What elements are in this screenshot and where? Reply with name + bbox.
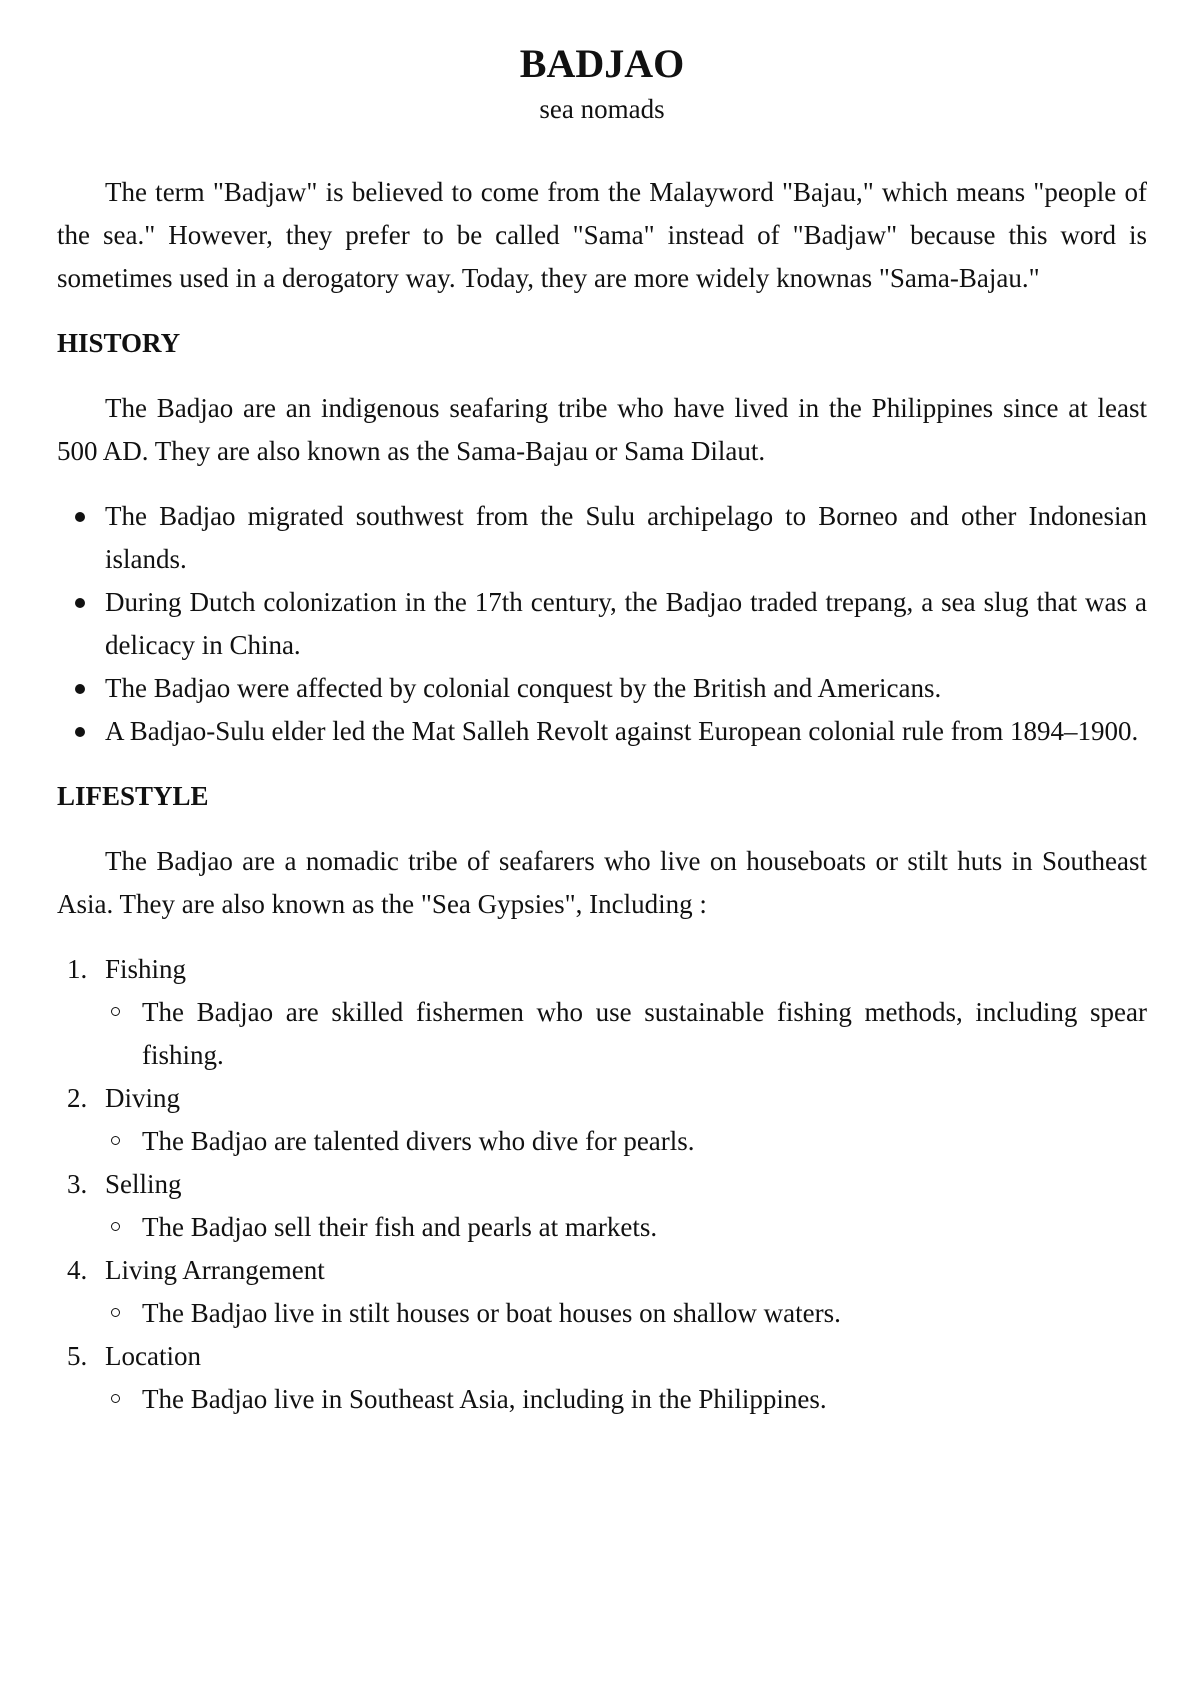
lifestyle-item-detail: The Badjao live in Southeast Asia, including in the Philippines.: [142, 1384, 827, 1414]
history-bullet-item: [57, 495, 1147, 581]
list-number: 4.: [67, 1255, 88, 1285]
hollow-bullet-icon: [111, 1136, 120, 1145]
history-bullet-text: The Badjao migrated southwest from the Sulu archipelago to Borneo and other Indonesian islands.: [105, 501, 1147, 574]
history-bullet-text: A Badjao-Sulu elder led the Mat Salleh Revolt against European colonial rule from 1894–1900.: [105, 716, 1139, 746]
lifestyle-item-label: Selling: [105, 1169, 182, 1199]
hollow-bullet-icon: [111, 1007, 120, 1016]
intro-paragraph: The term "Badjaw" is believed to come from the Malayword "Bajau," which means "people of the sea." However, they prefer to be called "Sama" instead of "Badjaw" because this word is sometimes used in a derogatory way. Today, they are more widely knownas "Sama-Bajau.": [57, 177, 1147, 293]
bullet-dot-icon: [75, 598, 85, 608]
history-paragraph: The Badjao are an indigenous seafaring tribe who have lived in the Philippines since at least 500 AD. They are also known as the Sama-Bajau or Sama Dilaut.: [57, 393, 1147, 466]
lifestyle-list-item: [57, 1077, 1147, 1163]
hollow-bullet-icon: [111, 1308, 120, 1317]
history-bullet-item: [57, 667, 1147, 710]
bullet-dot-icon: [75, 684, 85, 694]
lifestyle-item-label: Diving: [105, 1083, 181, 1113]
lifestyle-sub-item: [57, 991, 1147, 1077]
bullet-dot-icon: [75, 727, 85, 737]
document-page: [57, 40, 1147, 1421]
lifestyle-sub-item: [57, 1120, 1147, 1163]
history-bullet-item: [57, 581, 1147, 667]
bullet-dot-icon: [75, 512, 85, 522]
lifestyle-item-label: Living Arrangement: [105, 1255, 325, 1285]
lifestyle-list-item: [57, 1249, 1147, 1335]
list-number: 1.: [67, 954, 88, 984]
lifestyle-item-label: Fishing: [105, 954, 187, 984]
lifestyle-sub-item: [57, 1292, 1147, 1335]
history-bullet-list: [57, 495, 1147, 753]
history-bullet-text: The Badjao were affected by colonial conquest by the British and Americans.: [105, 673, 942, 703]
lifestyle-numbered-list: [57, 948, 1147, 1421]
lifestyle-heading: LIFESTYLE: [57, 781, 209, 811]
lifestyle-item-label: Location: [105, 1341, 201, 1371]
lifestyle-paragraph: The Badjao are a nomadic tribe of seafarers who live on houseboats or stilt huts in Southeast Asia. They are also known as the "Sea Gypsies", Including :: [57, 846, 1147, 919]
lifestyle-list-item: [57, 1163, 1147, 1249]
hollow-bullet-icon: [111, 1222, 120, 1231]
hollow-bullet-icon: [111, 1394, 120, 1403]
lifestyle-item-detail: The Badjao are skilled fishermen who use sustainable fishing methods, including spear fishing.: [142, 997, 1147, 1070]
list-number: 3.: [67, 1169, 88, 1199]
lifestyle-list-item: [57, 948, 1147, 1077]
lifestyle-item-detail: The Badjao sell their fish and pearls at markets.: [142, 1212, 658, 1242]
lifestyle-sub-item: [57, 1206, 1147, 1249]
document-title: BADJAO: [519, 41, 685, 86]
list-number: 5.: [67, 1341, 88, 1371]
lifestyle-list-item: [57, 1335, 1147, 1421]
list-number: 2.: [67, 1083, 88, 1113]
lifestyle-item-detail: The Badjao are talented divers who dive for pearls.: [142, 1126, 695, 1156]
lifestyle-sub-item: [57, 1378, 1147, 1421]
history-bullet-text: During Dutch colonization in the 17th century, the Badjao traded trepang, a sea slug that was a delicacy in China.: [105, 587, 1147, 660]
history-heading: HISTORY: [57, 328, 181, 358]
lifestyle-item-detail: The Badjao live in stilt houses or boat houses on shallow waters.: [142, 1298, 841, 1328]
document-subtitle: sea nomads: [539, 94, 665, 124]
history-bullet-item: [57, 710, 1147, 753]
